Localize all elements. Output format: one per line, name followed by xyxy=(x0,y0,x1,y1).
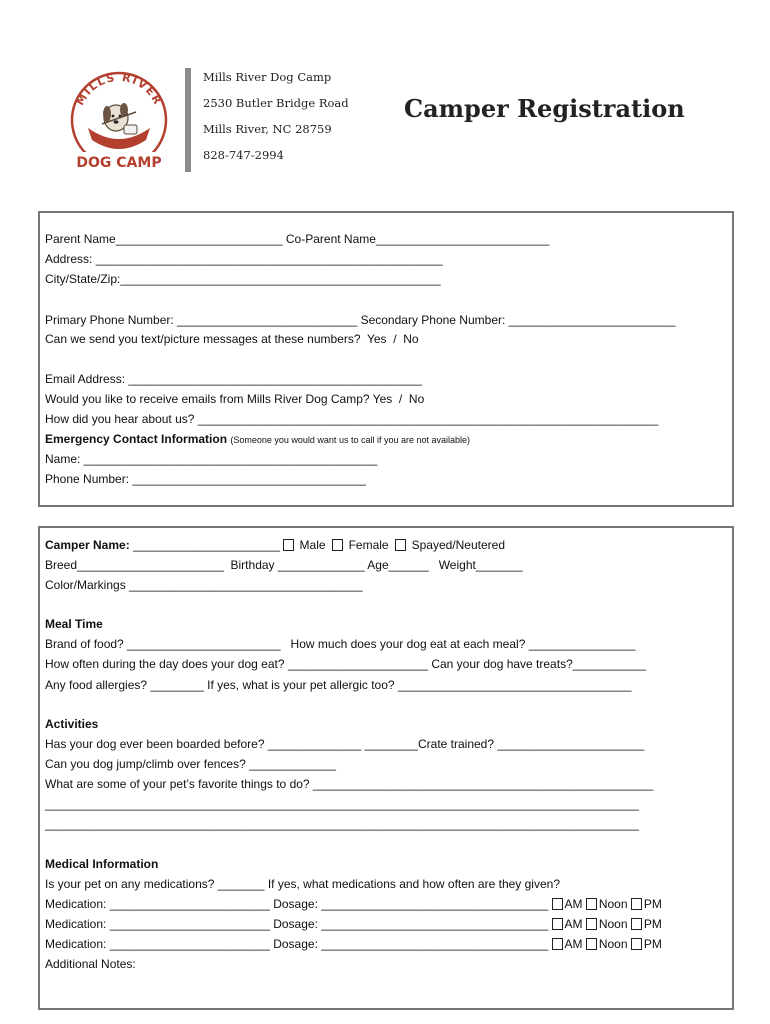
header-divider xyxy=(185,68,191,172)
pm-label: PM xyxy=(643,917,662,931)
emergency-note: (Someone you would want us to call if you are not available) xyxy=(230,435,471,445)
am-label: AM xyxy=(564,937,583,951)
noon-label: Noon xyxy=(598,937,628,951)
email-field[interactable]: Email Address: ____________________________________________ xyxy=(45,372,423,386)
camper-name-field[interactable]: ______________________ xyxy=(129,538,284,552)
female-label: Female xyxy=(348,538,389,552)
emergency-heading-label: Emergency Contact Information xyxy=(45,432,228,446)
boarded-row[interactable]: Has your dog ever been boarded before? ______________ ________Crate trained? ______________________ xyxy=(45,737,645,751)
parent-name-field[interactable]: Parent Name_________________________ Co-Parent Name__________________________ xyxy=(45,232,550,246)
am-checkbox[interactable] xyxy=(552,918,563,930)
food-allergies-row[interactable]: Any food allergies? ________ If yes, what is your pet allergic too? ___________________________________ xyxy=(45,678,632,692)
medications-question[interactable]: Is your pet on any medications? _______ If yes, what medications and how often are they given? xyxy=(45,877,560,891)
emergency-name-field[interactable]: Name: ____________________________________________ xyxy=(45,452,378,466)
feeding-frequency-row[interactable]: How often during the day does your dog eat? _____________________ Can your dog have treats?___________ xyxy=(45,657,647,671)
camper-name-label: Camper Name: xyxy=(45,538,130,552)
color-markings-field[interactable]: Color/Markings ___________________________________ xyxy=(45,578,363,592)
text-messages-question[interactable]: Can we send you text/picture messages at these numbers? Yes / No xyxy=(45,332,419,346)
camp-phone: 828-747-2994 xyxy=(203,148,284,162)
male-checkbox[interactable] xyxy=(283,539,294,551)
female-checkbox[interactable] xyxy=(332,539,343,551)
favorite-things-line-2[interactable]: _________________________________________________________________________________________ xyxy=(45,797,639,811)
breed-row[interactable]: Breed______________________ Birthday _____________ Age______ Weight_______ xyxy=(45,558,523,572)
favorite-things-line-3[interactable]: _________________________________________________________________________________________ xyxy=(45,817,639,831)
medication-row xyxy=(45,937,662,951)
activities-heading: Activities xyxy=(45,717,99,731)
medication-row xyxy=(45,897,662,911)
pm-label: PM xyxy=(643,937,662,951)
pm-label: PM xyxy=(643,897,662,911)
emergency-phone-field[interactable]: Phone Number: ___________________________________ xyxy=(45,472,366,486)
spayed-checkbox[interactable] xyxy=(395,539,406,551)
camp-name: Mills River Dog Camp xyxy=(203,70,332,84)
page-title: Camper Registration xyxy=(404,94,685,123)
meal-time-heading: Meal Time xyxy=(45,617,103,631)
brand-of-food-row[interactable]: Brand of food? _______________________ How much does your dog eat at each meal? ________________ xyxy=(45,637,636,651)
am-checkbox[interactable] xyxy=(552,898,563,910)
medication-dosage-field[interactable]: Medication: ________________________ Dosage: __________________________________ xyxy=(45,897,549,911)
noon-checkbox[interactable] xyxy=(586,898,597,910)
jump-fences-row[interactable]: Can you dog jump/climb over fences? _____________ xyxy=(45,757,336,771)
svg-text:MILLS RIVER: MILLS RIVER xyxy=(73,70,165,108)
address-field[interactable]: Address: ____________________________________________________ xyxy=(45,252,443,266)
receive-emails-question[interactable]: Would you like to receive emails from Mills River Dog Camp? Yes / No xyxy=(45,392,425,406)
pm-checkbox[interactable] xyxy=(631,938,642,950)
hear-about-field[interactable]: How did you hear about us? _____________________________________________________________________ xyxy=(45,412,659,426)
camper-name-row xyxy=(45,538,505,552)
medication-row xyxy=(45,917,662,931)
noon-label: Noon xyxy=(598,897,628,911)
favorite-things-row[interactable]: What are some of your pet’s favorite things to do? ___________________________________________________ xyxy=(45,777,654,791)
additional-notes-label[interactable]: Additional Notes: xyxy=(45,957,136,971)
am-checkbox[interactable] xyxy=(552,938,563,950)
medical-heading: Medical Information xyxy=(45,857,159,871)
svg-text:DOG CAMP: DOG CAMP xyxy=(76,155,162,171)
am-label: AM xyxy=(564,897,583,911)
medication-dosage-field[interactable]: Medication: ________________________ Dosage: __________________________________ xyxy=(45,917,549,931)
pm-checkbox[interactable] xyxy=(631,898,642,910)
spayed-label: Spayed/Neutered xyxy=(411,538,506,552)
phone-numbers-field[interactable]: Primary Phone Number: ___________________________ Secondary Phone Number: _________________________ xyxy=(45,313,676,327)
pm-checkbox[interactable] xyxy=(631,918,642,930)
emergency-heading xyxy=(45,432,470,447)
male-label: Male xyxy=(299,538,326,552)
city-state-zip-field[interactable]: City/State/Zip:________________________________________________ xyxy=(45,272,441,286)
camp-city: Mills River, NC 28759 xyxy=(203,122,332,136)
noon-checkbox[interactable] xyxy=(586,938,597,950)
camp-street: 2530 Butler Bridge Road xyxy=(203,96,349,110)
medication-dosage-field[interactable]: Medication: ________________________ Dosage: __________________________________ xyxy=(45,937,549,951)
noon-checkbox[interactable] xyxy=(586,918,597,930)
am-label: AM xyxy=(564,917,583,931)
camp-logo xyxy=(66,70,172,174)
noon-label: Noon xyxy=(598,917,628,931)
